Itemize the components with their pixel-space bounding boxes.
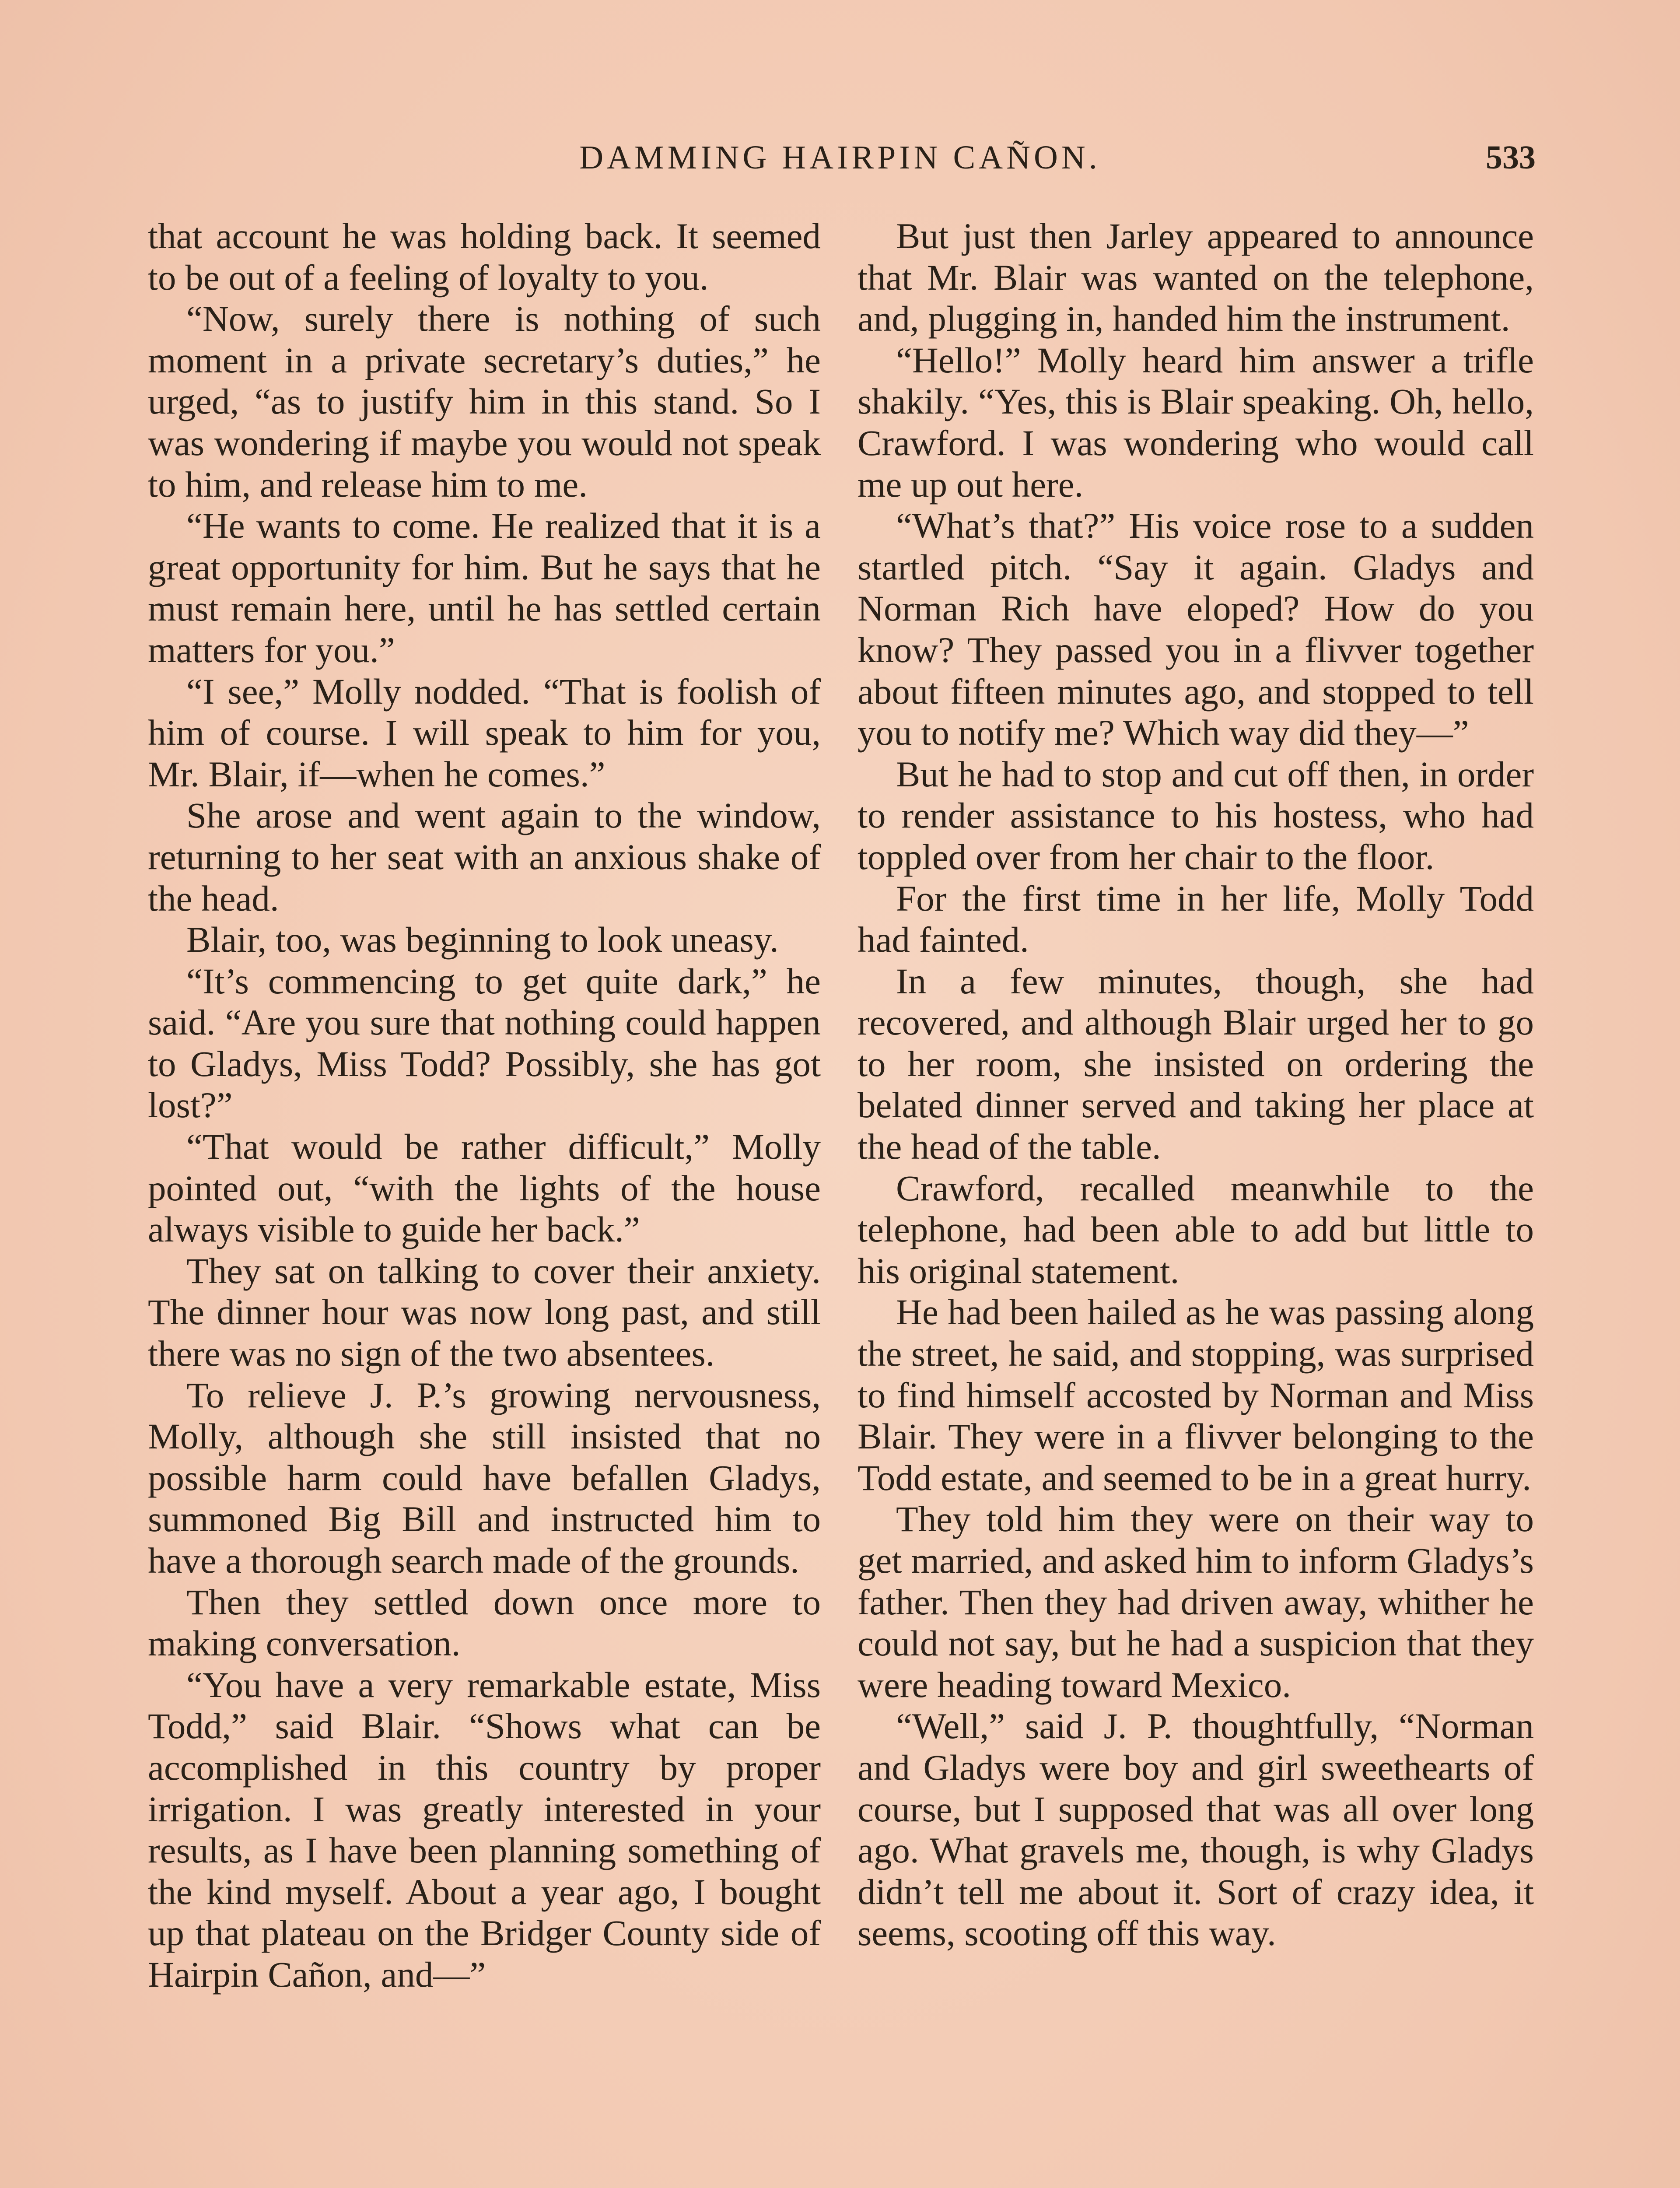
page-header [144,133,1536,182]
left-text-column [148,215,821,1995]
paragraph: “You have a very remarkable estate, Miss Todd,” said Blair. “Shows what can be accomplished in this country by proper irrigation. I was greatly interested in your results, as I have been planning something of the kind myself. About a year ago, I bought up that plateau on the Bridger County side of Hairpin Cañon, and—” [148,1664,821,1995]
paragraph: Then they settled down once more to making conversation. [148,1581,821,1664]
paragraph: “What’s that?” His voice rose to a sudden startled pitch. “Say it again. Gladys and Norman Rich have eloped? How do you know? They passed you in a flivver together about fifteen minutes ago, and stopped to tell you to notify me? Which way did they—” [858,505,1534,753]
paragraph: But he had to stop and cut off then, in order to render assistance to his hostess, who had toppled over from her chair to the floor. [858,754,1534,877]
paragraph: Crawford, recalled meanwhile to the telephone, had been able to add but little to his original statement. [858,1168,1534,1291]
paragraph: “I see,” Molly nodded. “That is foolish of him of course. I will speak to him for you, Mr. Blair, if—when he comes.” [148,671,821,794]
paragraph: But just then Jarley appeared to announce that Mr. Blair was wanted on the telephone, and, plugging in, handed him the instrument. [858,216,1534,339]
paragraph: “He wants to come. He realized that it is a great opportunity for him. But he says that he must remain here, until he has settled certain matters for you.” [148,505,821,670]
page-number: 533 [1486,139,1536,176]
paragraph: She arose and went again to the window, returning to her seat with an anxious shake of the head. [148,795,821,919]
running-head: DAMMING HAIRPIN CAÑON. [579,139,1101,176]
paragraph: “Hello!” Molly heard him answer a trifle shakily. “Yes, this is Blair speaking. Oh, hello, Crawford. I was wondering who would call me up out here. [858,340,1534,505]
right-text-column [858,215,1534,1954]
paragraph: For the first time in her life, Molly Todd had fainted. [858,878,1534,960]
paragraph: They sat on talking to cover their anxiety. The dinner hour was now long past, and still there was no sign of the two absentees. [148,1250,821,1374]
paragraph: “That would be rather difficult,” Molly pointed out, “with the lights of the house always visible to guide her back.” [148,1126,821,1250]
paragraph: that account he was holding back. It seemed to be out of a feeling of loyalty to you. [148,216,821,298]
paragraph: To relieve J. P.’s growing nervousness, Molly, although she still insisted that no possible harm could have befallen Gladys, summoned Big Bill and instructed him to have a thorough search made of the grounds. [148,1375,821,1581]
paragraph: They told him they were on their way to get married, and asked him to inform Gladys’s father. Then they had driven away, whither he could not say, but he had a suspicion that they were heading toward Mexico. [858,1499,1534,1705]
paragraph: “Now, surely there is nothing of such moment in a private secretary’s duties,” he urged, “as to justify him in this stand. So I was wondering if maybe you would not speak to him, and release him to me. [148,298,821,505]
paragraph: In a few minutes, though, she had recovered, and although Blair urged her to go to her room, she insisted on ordering the belated dinner served and taking her place at the head of the table. [858,961,1534,1167]
paragraph: He had been hailed as he was passing along the street, he said, and stopping, was surprised to find himself accosted by Norman and Miss Blair. They were in a flivver belonging to the Todd estate, and seemed to be in a great hurry. [858,1292,1534,1498]
paragraph: Blair, too, was beginning to look uneasy. [186,919,779,960]
paragraph: “Well,” said J. P. thoughtfully, “Norman and Gladys were boy and girl sweethearts of course, but I supposed that was all over long ago. What gravels me, though, is why Gladys didn’t tell me about it. Sort of crazy idea, it seems, scooting off this way. [858,1706,1534,1953]
paragraph: “It’s commencing to get quite dark,” he said. “Are you sure that nothing could happen to Gladys, Miss Todd? Possibly, she has got lost?” [148,961,821,1126]
